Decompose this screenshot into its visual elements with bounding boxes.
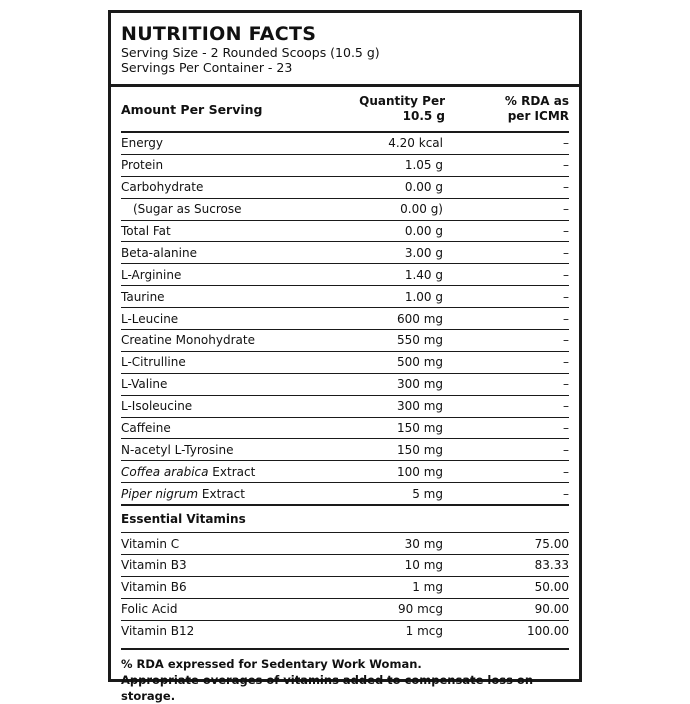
table-row xyxy=(121,533,569,555)
row-rda: – xyxy=(563,421,569,436)
row-name: Creatine Monohydrate xyxy=(121,333,255,348)
row-rda: – xyxy=(563,377,569,392)
row-rda: – xyxy=(563,267,569,282)
row-rda: – xyxy=(563,464,569,479)
vitamins-heading: Essential Vitamins xyxy=(121,504,569,533)
table-row xyxy=(121,555,569,577)
header-quantity xyxy=(325,94,447,124)
footnote xyxy=(121,648,569,704)
serving-size: Serving Size - 2 Rounded Scoops (10.5 g) xyxy=(121,45,380,60)
table-row xyxy=(121,461,569,483)
table-header xyxy=(121,87,569,133)
row-rda: 90.00 xyxy=(534,602,569,617)
row-rda: – xyxy=(563,136,569,151)
row-quantity: 150 mg xyxy=(396,421,443,436)
row-rda: – xyxy=(563,399,569,414)
table-row xyxy=(121,133,569,155)
table-row xyxy=(121,577,569,599)
row-rda: 100.00 xyxy=(527,624,569,639)
footnote-line1: % RDA expressed for Sedentary Work Woman. xyxy=(121,656,422,671)
table-row xyxy=(121,155,569,177)
row-quantity: 1.00 g xyxy=(404,289,443,304)
row-name: Vitamin B12 xyxy=(121,624,195,639)
row-name: L-Arginine xyxy=(121,267,182,282)
row-rda: – xyxy=(563,245,569,260)
row-rda: 75.00 xyxy=(534,536,569,551)
row-rda: 50.00 xyxy=(534,580,569,595)
row-name: L-Isoleucine xyxy=(121,399,193,414)
servings-per-container: Servings Per Container - 23 xyxy=(121,60,293,75)
row-quantity: 30 mg xyxy=(404,536,443,551)
header-rda-line1: % RDA as xyxy=(504,94,569,108)
row-name: L-Leucine xyxy=(121,311,179,326)
row-name: N-acetyl L-Tyrosine xyxy=(121,442,234,457)
row-rda: – xyxy=(563,442,569,457)
row-name: Energy xyxy=(121,136,164,151)
row-rda: – xyxy=(563,486,569,501)
row-name: L-Citrulline xyxy=(121,355,186,370)
row-name: Taurine xyxy=(121,289,165,304)
row-quantity: 3.00 g xyxy=(404,245,443,260)
table-row xyxy=(121,330,569,352)
row-name xyxy=(121,487,327,501)
row-name: Protein xyxy=(121,158,164,173)
row-rda: – xyxy=(563,333,569,348)
row-quantity: 1.05 g xyxy=(404,158,443,173)
row-name: Total Fat xyxy=(121,224,171,238)
row-name: Vitamin B6 xyxy=(121,580,187,595)
table-row xyxy=(121,352,569,374)
footnote-line2: Appropriate overages of vitamins added to compensate loss on storage. xyxy=(121,672,534,703)
row-rda: – xyxy=(563,158,569,173)
row-quantity: 550 mg xyxy=(396,333,443,348)
table-row xyxy=(121,199,569,221)
row-rda: – xyxy=(563,355,569,370)
row-quantity: 150 mg xyxy=(396,442,443,457)
table-row xyxy=(121,242,569,264)
row-name-rest: Extract xyxy=(208,464,256,479)
row-quantity: 1 mcg xyxy=(405,624,443,639)
vitamin-rows xyxy=(121,533,569,641)
row-quantity: 1.40 g xyxy=(404,267,443,282)
row-name: Caffeine xyxy=(121,421,171,436)
header-rda-line2: per ICMR xyxy=(507,109,569,123)
table-row xyxy=(121,483,569,504)
row-name xyxy=(121,465,327,479)
header-quantity-line1: Quantity Per xyxy=(359,94,445,108)
row-name: Carbohydrate xyxy=(121,180,204,195)
row-rda: – xyxy=(563,224,569,238)
row-quantity: 300 mg xyxy=(396,399,443,414)
row-quantity: 100 mg xyxy=(396,464,443,479)
row-name: Vitamin C xyxy=(121,536,180,551)
row-name-rest: Extract xyxy=(198,486,245,501)
row-quantity: 4.20 kcal xyxy=(388,136,443,151)
row-rda: – xyxy=(563,289,569,304)
row-quantity: 500 mg xyxy=(396,355,443,370)
table-row xyxy=(121,439,569,461)
row-name: Folic Acid xyxy=(121,602,178,617)
row-name: Vitamin B3 xyxy=(121,558,187,573)
row-quantity: 10 mg xyxy=(404,558,443,573)
row-name: (Sugar as Sucrose xyxy=(133,202,242,217)
row-rda: – xyxy=(563,202,569,217)
table-row xyxy=(121,418,569,440)
table-row xyxy=(121,264,569,286)
table-row xyxy=(121,396,569,418)
table-row xyxy=(121,308,569,330)
row-rda: 83.33 xyxy=(534,558,569,573)
table-row xyxy=(121,286,569,308)
row-name: Beta-alanine xyxy=(121,245,197,260)
row-name-italic: Piper nigrum xyxy=(121,486,199,501)
row-quantity: 0.00 g xyxy=(404,180,443,195)
row-quantity: 300 mg xyxy=(396,377,443,392)
row-quantity: 1 mg xyxy=(412,580,443,595)
nutrition-facts-panel xyxy=(108,10,582,703)
row-rda: – xyxy=(563,180,569,195)
row-name: L-Valine xyxy=(121,377,168,392)
header-rda xyxy=(447,94,569,124)
row-quantity: 0.00 g xyxy=(404,224,443,238)
panel-title: NUTRITION FACTS xyxy=(121,23,317,45)
nutrient-rows xyxy=(121,133,569,504)
table-row xyxy=(121,177,569,199)
row-quantity: 0.00 g) xyxy=(400,202,443,217)
row-quantity: 5 mg xyxy=(412,486,443,501)
header-amount: Amount Per Serving xyxy=(121,101,263,117)
header-quantity-line2: 10.5 g xyxy=(402,109,445,123)
table-row xyxy=(121,621,569,642)
row-name-italic: Coffea arabica xyxy=(121,464,209,479)
row-quantity: 90 mcg xyxy=(398,602,443,617)
row-rda: – xyxy=(563,311,569,326)
table-row xyxy=(121,374,569,396)
table-row xyxy=(121,221,569,243)
table-row xyxy=(121,599,569,621)
row-quantity: 600 mg xyxy=(396,311,443,326)
